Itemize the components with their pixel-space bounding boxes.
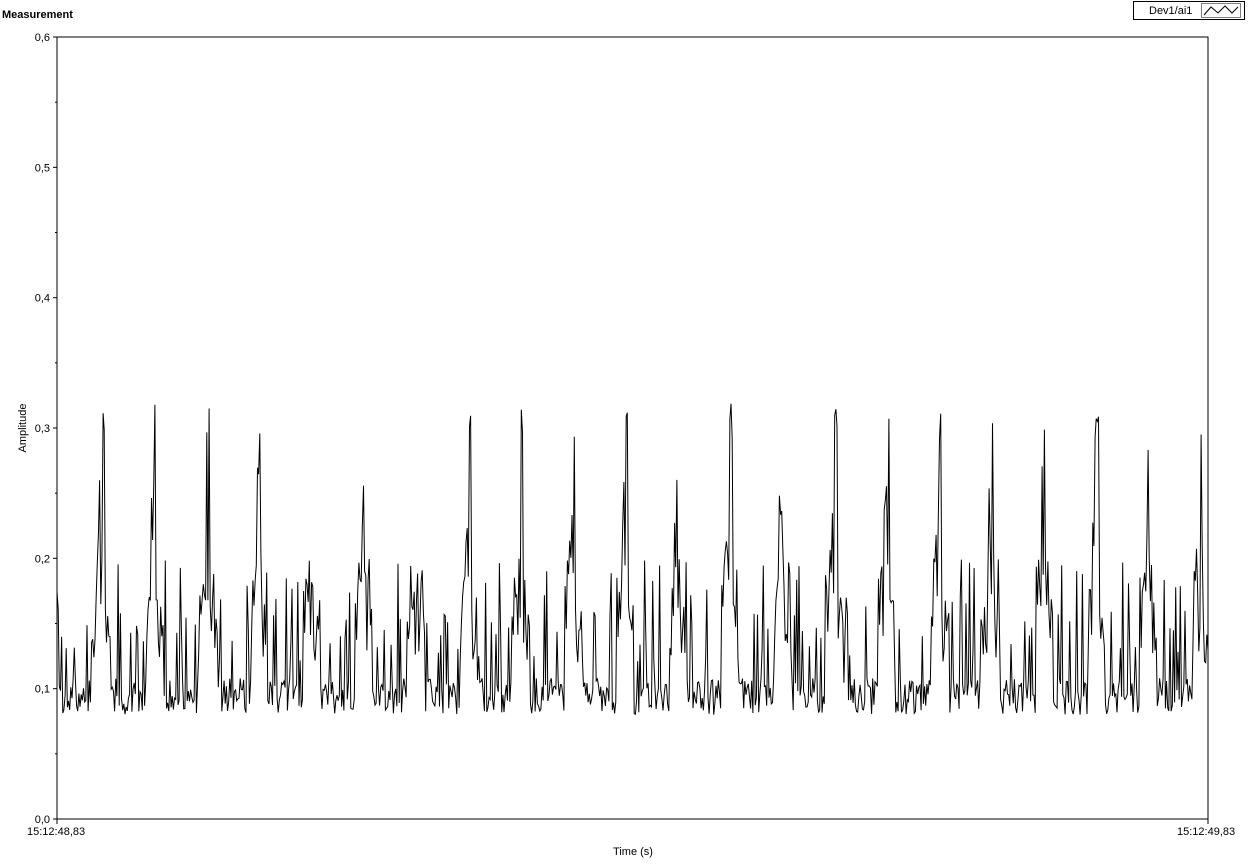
- x-axis: [27, 819, 1235, 838]
- y-tick-label: 0,1: [34, 683, 50, 696]
- x-tick-label: 15:12:48,83: [27, 826, 86, 838]
- y-tick-label: 0,3: [34, 423, 50, 435]
- y-axis-title: Amplitude: [17, 403, 29, 453]
- y-tick-label: 0,5: [34, 162, 50, 175]
- y-axis: [35, 32, 57, 826]
- y-tick-label: 0,6: [34, 32, 50, 44]
- legend-series-label: Dev1/ai1: [1149, 5, 1193, 17]
- x-tick-label: 15:12:49,83: [1177, 826, 1236, 838]
- x-axis-title: Time (s): [613, 846, 653, 858]
- y-tick-label: 0,2: [34, 553, 50, 566]
- graph-title: Measurement: [2, 9, 73, 21]
- y-tick-label: 0,4: [34, 292, 50, 305]
- y-tick-label: 0,0: [34, 814, 50, 826]
